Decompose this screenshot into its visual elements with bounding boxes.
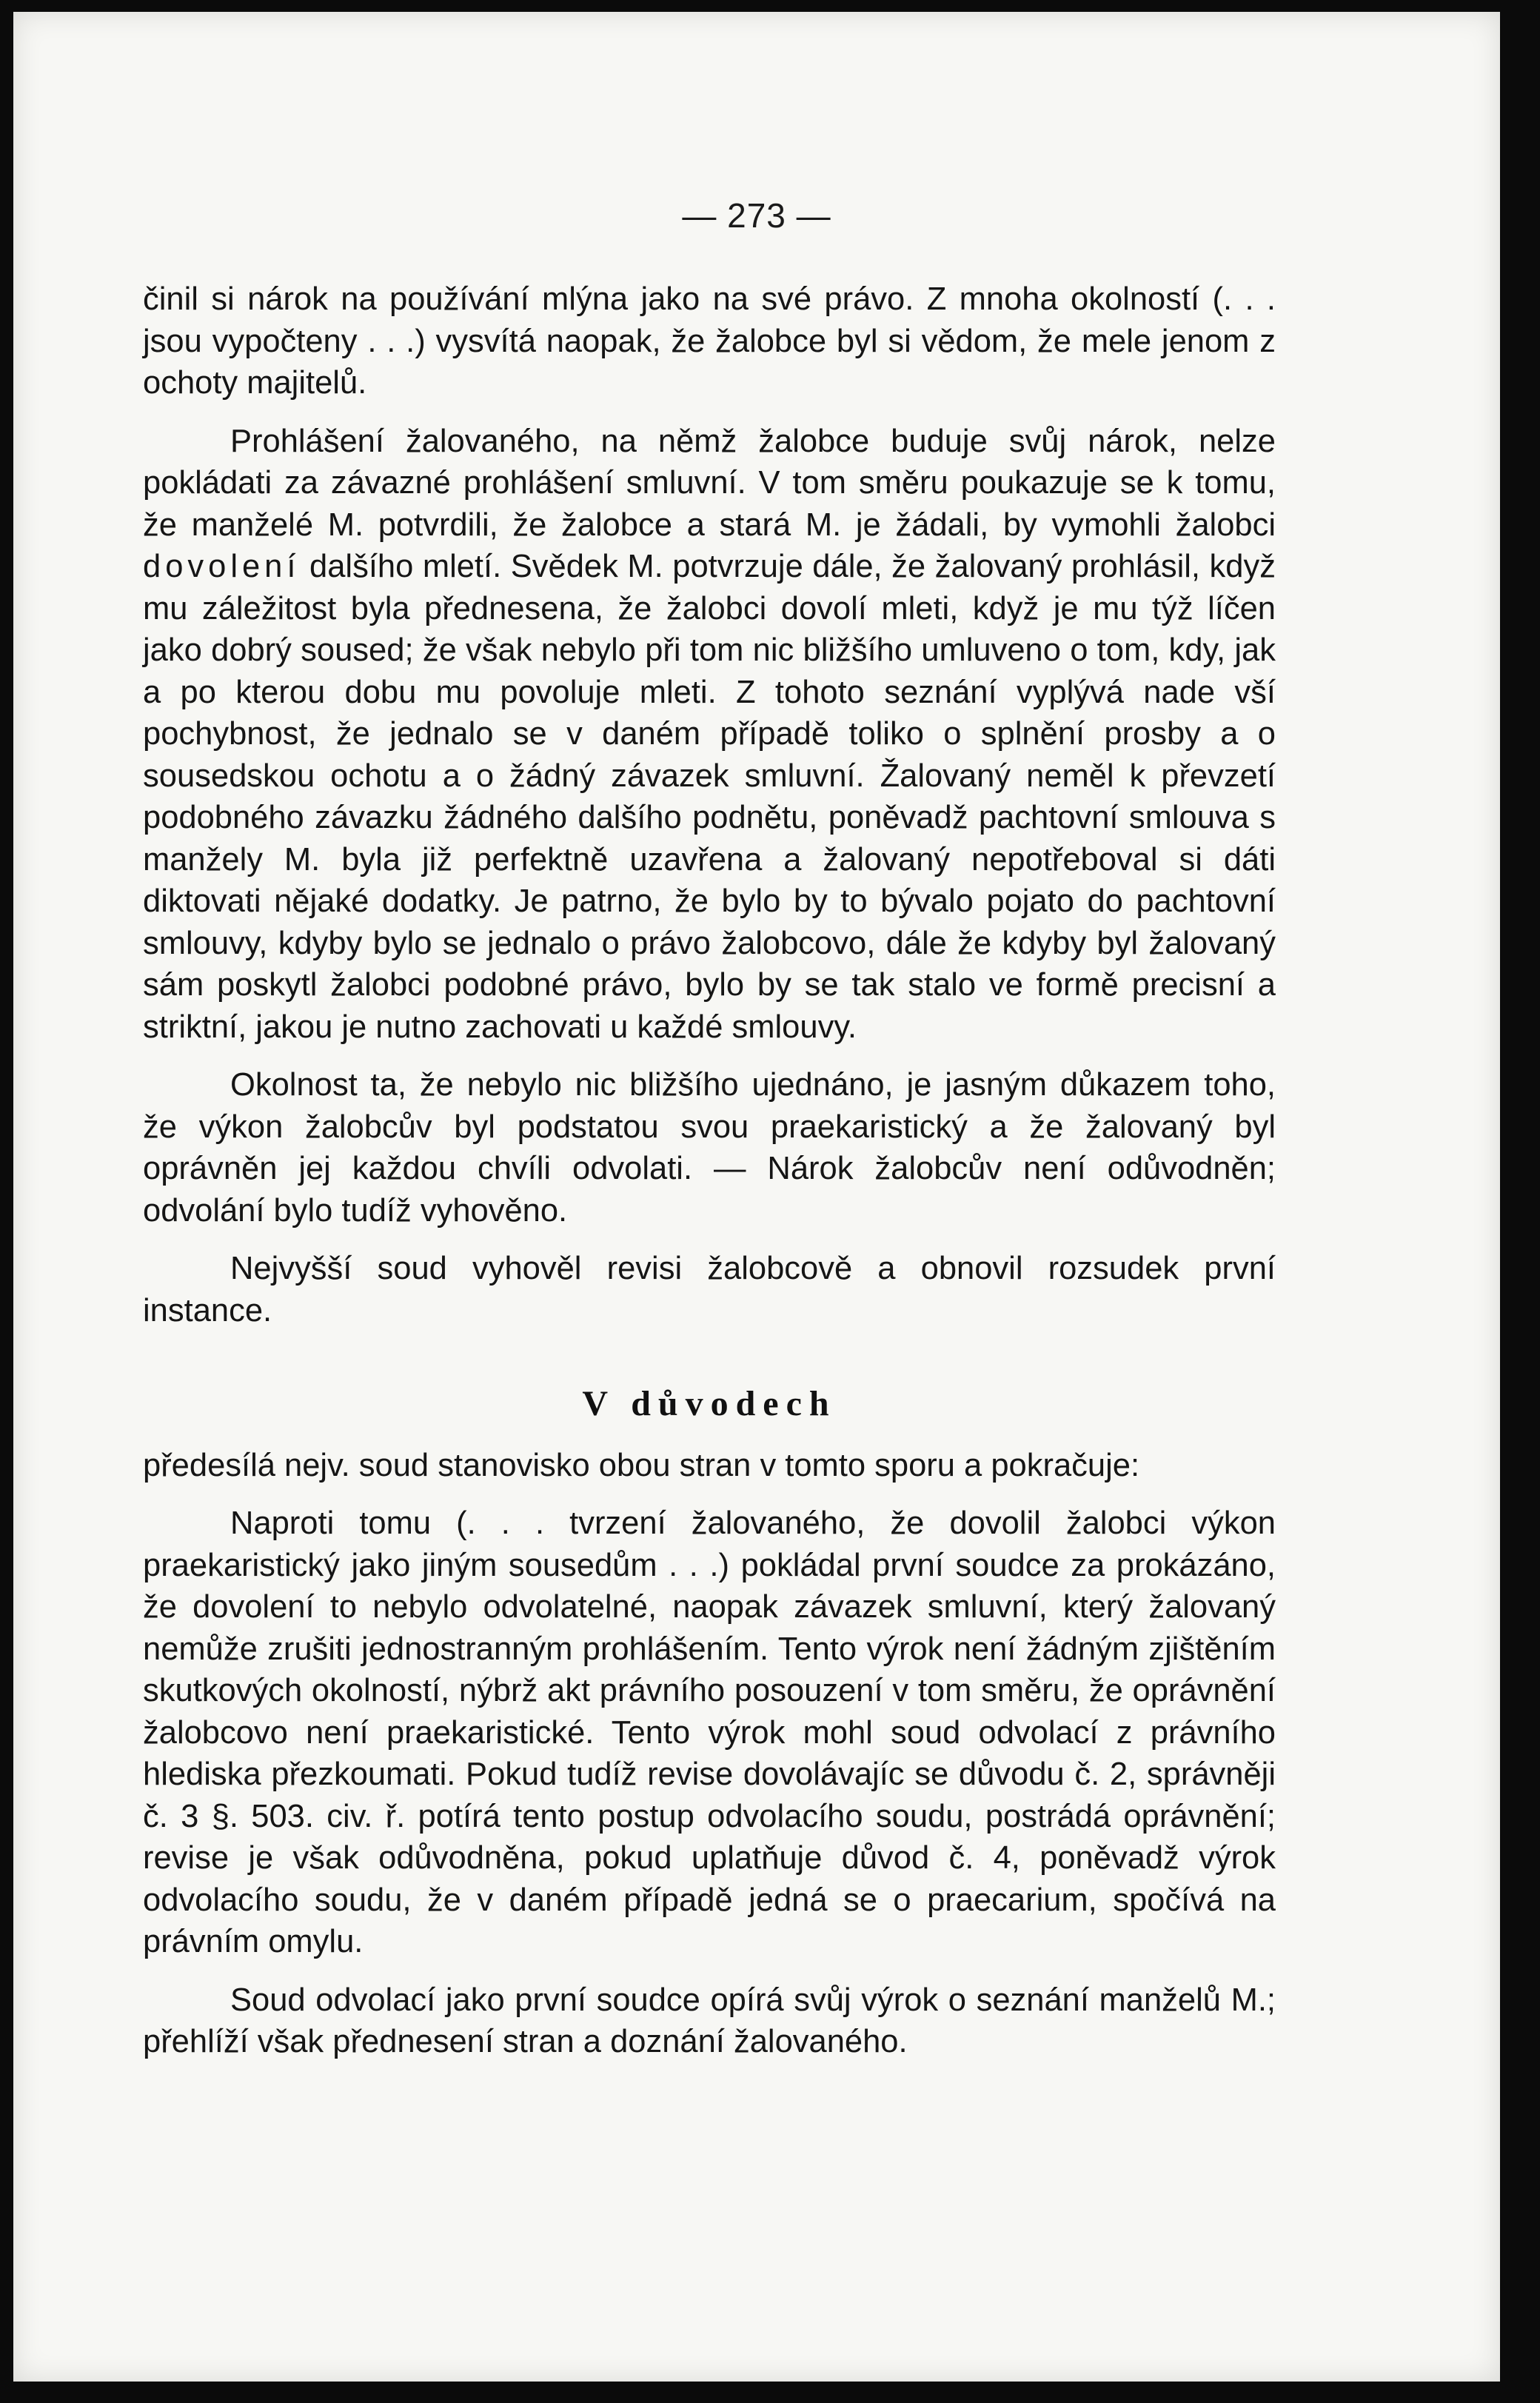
paragraph-1: činil si nárok na používání mlýna jako na své právo. Z mnoha okolností (. . . jsou vypočteny . . .) vysvítá naopak, že žalobce byl si vědom, že mele jenom z ochoty majitelů. bbox=[143, 281, 1276, 401]
paragraph-5: předesílá nejv. soud stanovisko obou stran v tomto sporu a pokračuje: bbox=[143, 1447, 1140, 1483]
paragraph-6: Naproti tomu (. . . tvrzení žalovaného, že dovolil žalobci výkon praekaristický jako jiným sousedům . . .) pokládal první soudce za prokázáno, že dovolení to nebylo odvolatelné, naopak závazek smluvní, který žalovaný nemůže zrušiti jednostranným prohlášením. Tento výrok není žádným zjištěním skutkových okolností, nýbrž akt právního posouzení v tom směru, že oprávnění žalobcovo není praekaristické. Tento výrok mohl soud odvolací z právního hlediska přezkoumati. Pokud tudíž revise dovolávajíc se důvodu č. 2, správněji č. 3 §. 503. civ. ř. potírá tento postup odvolacího soudu, postrádá oprávnění; revise je však odůvodněna, pokud uplatňuje důvod č. 4, poněvadž výrok odvolacího soudu, že v daném případě jedná se o praecarium, spočívá na právním omylu. bbox=[143, 1505, 1276, 1959]
paragraph-2-after: dalšího mletí. Svědek M. potvrzuje dále, že žalovaný prohlásil, když mu záležitost byla přednesena, že žalobci dovolí mleti, když je mu týž líčen jako dobrý soused; že však nebylo při tom nic bližšího umluveno o tom, kdy, jak a po kterou dobu mu povoluje mleti. Z tohoto seznání vyplývá nade vší pochybnost, že jednalo se v daném případě toliko o splnění prosby a o sousedskou ochotu a o žádný závazek smluvní. Žalovaný neměl k převzetí podobného závazku žádného dalšího podnětu, poněvadž pachtovní smlouva s manžely M. byla již perfektně uzavřena a žalovaný nepotřeboval si dáti diktovati nějaké dodatky. Je patrno, že bylo by to bývalo pojato do pachtovní smlouvy, kdyby bylo se jednalo o právo žalobcovo, dále že kdyby byl žalovaný sám poskytl žalobci podobné právo, bylo by se tak stalo ve formě precisní a striktní, jakou je nutno zachovati u každé smlouvy. bbox=[143, 549, 1276, 1045]
emphasized-word: dovolení bbox=[143, 549, 301, 584]
scanned-page bbox=[13, 12, 1500, 2382]
section-heading: V důvodech bbox=[582, 1384, 837, 1423]
paragraph-2-before: Prohlášení žalovaného, na němž žalobce buduje svůj nárok, nelze pokládati za závazné prohlášení smluvní. V tom směru poukazuje se k tomu, že manželé M. potvrdili, že žalobce a stará M. je žádali, by vymohli žalobci bbox=[143, 423, 1276, 543]
paragraph-3: Okolnost ta, že nebylo nic bližšího ujednáno, je jasným důkazem toho, že výkon žalobcův byl podstatou svou praekaristický a že žalovaný byl oprávněn jej každou chvíli odvolati. — Nárok žalobcův není odůvodněn; odvolání bylo tudíž vyhověno. bbox=[143, 1067, 1276, 1229]
page-number: — 273 — bbox=[682, 196, 831, 235]
page-body bbox=[143, 278, 1276, 2063]
paragraph-4: Nejvyšší soud vyhověl revisi žalobcově a obnovil rozsudek první instance. bbox=[143, 1251, 1276, 1328]
paragraph-2 bbox=[143, 421, 1276, 1049]
paragraph-7: Soud odvolací jako první soudce opírá svůj výrok o seznání manželů M.; přehlíží však přednesení stran a doznání žalovaného. bbox=[143, 1982, 1276, 2059]
